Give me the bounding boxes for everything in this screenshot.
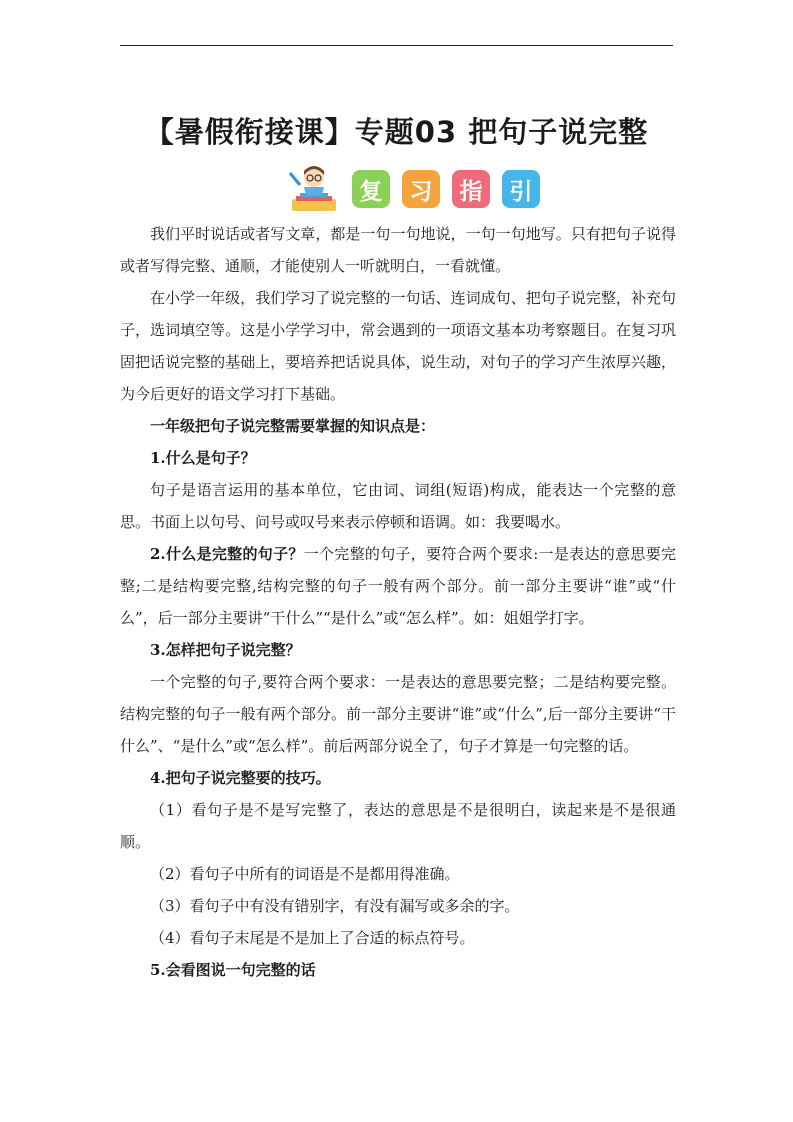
section-2-body: 一个完整的句子，要符合两个要求:一是表达的意思要完整;二是结构要完整,结构完整的句子一般有两个部分。前一部分主要讲“谁”或“什么”，后一部分主要讲“干什么”“是什么”或“怎么样”。如：姐姐学打字。 xyxy=(120,545,676,627)
section-2-paragraph xyxy=(120,538,676,634)
tile-yin: 引 xyxy=(502,170,540,208)
tile-zhi: 指 xyxy=(452,170,490,208)
section-5-heading: 5.会看图说一句完整的话 xyxy=(150,961,316,979)
tile-xi: 习 xyxy=(402,170,440,208)
section-2-heading: 2.什么是完整的句子？ xyxy=(150,545,304,563)
tile-fu: 复 xyxy=(352,170,390,208)
header-rule xyxy=(120,45,673,46)
document-body xyxy=(120,218,676,986)
intro-paragraph-1: 我们平时说话或者写文章，都是一句一句地说，一句一句地写。只有把句子说得或者写得完整、通顺，才能使别人一听就明白，一看就懂。 xyxy=(120,225,676,275)
intro-paragraph-2: 在小学一年级，我们学习了说完整的一句话、连词成句、把句子说完整，补充句子，选词填空等。这是小学学习中，常会遇到的一项语文基本功考察题目。在复习巩固把话说完整的基础上，要培养把话说具体，说生动，对句子的学习产生浓厚兴趣，为今后更好的语文学习打下基础。 xyxy=(120,289,676,403)
section-4-item-4: （4）看句子末尾是不是加上了合适的标点符号。 xyxy=(150,929,475,947)
section-4-item-1: （1）看句子是不是写完整了，表达的意思是不是很明白，读起来是不是很通顺。 xyxy=(120,801,676,851)
review-guide-banner xyxy=(286,163,552,215)
section-4-heading: 4.把句子说完整要的技巧。 xyxy=(150,769,331,787)
section-1-heading: 1.什么是句子？ xyxy=(150,449,256,467)
knowledge-heading: 一年级把句子说完整需要掌握的知识点是： xyxy=(150,417,436,435)
section-4-item-3: （3）看句子中有没有错别字，有没有漏写或多余的字。 xyxy=(150,897,520,915)
section-3-body: 一个完整的句子,要符合两个要求：一是表达的意思要完整；二是结构要完整。结构完整的句子一般有两个部分。前一部分主要讲“谁”或“什么”,后一部分主要讲“干什么”、“是什么”或“怎么样”。前后两部分说全了，句子才算是一句完整的话。 xyxy=(120,673,676,755)
section-3-heading: 3.怎样把句子说完整？ xyxy=(150,641,301,659)
section-1-body: 句子是语言运用的基本单位，它由词、词组(短语)构成，能表达一个完整的意思。书面上以句号、问号或叹号来表示停顿和语调。如：我要喝水。 xyxy=(120,481,676,531)
section-4-item-2: （2）看句子中所有的词语是不是都用得准确。 xyxy=(150,865,460,883)
page-title: 【暑假衔接课】专题03 把句子说完整 xyxy=(144,115,649,149)
student-reading-icon xyxy=(286,163,344,215)
